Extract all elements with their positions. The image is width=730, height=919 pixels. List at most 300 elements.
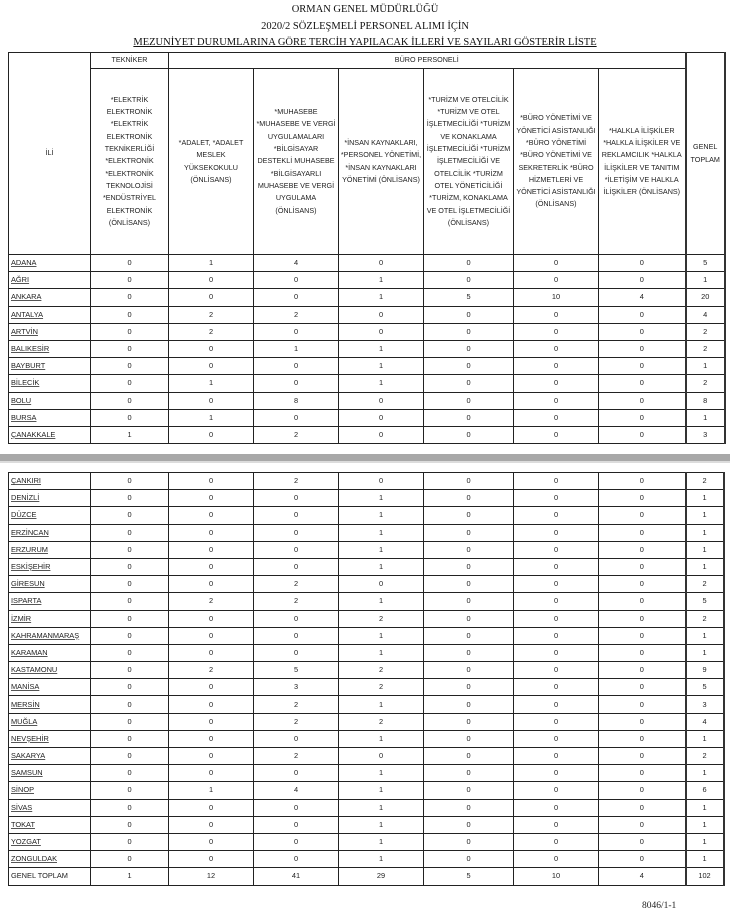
city-name: ÇANKIRI	[9, 473, 91, 490]
city-name: TOKAT	[9, 816, 91, 833]
table-row	[9, 255, 725, 272]
personnel-table-page-2	[8, 472, 725, 886]
count-cell: 1	[339, 782, 424, 799]
row-total-cell: 2	[686, 323, 725, 340]
count-cell: 0	[514, 696, 599, 713]
row-total-cell: 6	[686, 782, 724, 799]
city-name: SAKARYA	[9, 748, 91, 765]
count-cell: 1	[339, 799, 424, 816]
count-cell: 2	[254, 713, 339, 730]
header-city: İLİ	[9, 53, 91, 255]
count-cell: 0	[339, 306, 424, 323]
count-cell: 0	[169, 696, 254, 713]
count-cell: 1	[339, 627, 424, 644]
table-row	[9, 289, 725, 306]
row-total-cell: 3	[686, 696, 724, 713]
row-total-cell: 1	[686, 490, 724, 507]
count-cell: 0	[599, 610, 686, 627]
city-name: KASTAMONU	[9, 662, 91, 679]
count-cell: 5	[254, 662, 339, 679]
count-cell: 0	[254, 541, 339, 558]
title-line-2: 2020/2 SÖZLEŞMELİ PERSONEL ALIMI İÇİN	[261, 20, 469, 32]
count-cell: 0	[424, 375, 514, 392]
count-cell: 0	[424, 409, 514, 426]
table-row	[9, 593, 724, 610]
table-row	[9, 662, 724, 679]
count-cell: 0	[514, 593, 599, 610]
count-cell: 0	[91, 289, 169, 306]
count-cell: 0	[424, 627, 514, 644]
count-cell: 0	[599, 593, 686, 610]
row-total-cell: 2	[686, 748, 724, 765]
city-name: BURSA	[9, 409, 91, 426]
count-cell: 0	[514, 610, 599, 627]
count-cell: 0	[254, 524, 339, 541]
count-cell: 0	[424, 340, 514, 357]
count-cell: 0	[514, 558, 599, 575]
row-total-cell: 3	[686, 426, 725, 443]
count-cell: 0	[91, 627, 169, 644]
count-cell: 1	[339, 851, 424, 868]
count-cell: 0	[254, 833, 339, 850]
page-break-divider	[0, 454, 730, 461]
count-cell: 0	[424, 323, 514, 340]
count-cell: 0	[514, 375, 599, 392]
count-cell: 0	[599, 323, 686, 340]
count-cell: 0	[599, 426, 686, 443]
page-break-shadow	[0, 461, 730, 463]
count-cell: 0	[169, 272, 254, 289]
count-cell: 2	[169, 662, 254, 679]
count-cell: 0	[169, 833, 254, 850]
count-cell: 0	[339, 748, 424, 765]
header-group-buro-personeli: BÜRO PERSONELİ	[169, 53, 686, 69]
city-name: AĞRI	[9, 272, 91, 289]
header-col-insan-kaynaklari: *İNSAN KAYNAKLARI, *PERSONEL YÖNETİMİ, *İNSAN KAYNAKLARI YÖNETİMİ (ÖNLİSANS)	[339, 69, 424, 255]
row-total-cell: 5	[686, 679, 724, 696]
city-name: ÇANAKKALE	[9, 426, 91, 443]
count-cell: 2	[254, 748, 339, 765]
count-cell: 0	[169, 679, 254, 696]
city-name: KARAMAN	[9, 644, 91, 661]
count-cell: 0	[514, 541, 599, 558]
table-row	[9, 610, 724, 627]
city-name: ESKİŞEHİR	[9, 558, 91, 575]
grand-total-row	[9, 868, 724, 885]
count-cell: 1	[254, 340, 339, 357]
count-cell: 0	[514, 627, 599, 644]
count-cell: 0	[514, 730, 599, 747]
title-line-1: ORMAN GENEL MÜDÜRLÜĞÜ	[291, 4, 439, 15]
count-cell: 0	[599, 558, 686, 575]
count-cell: 0	[514, 782, 599, 799]
count-cell: 0	[424, 833, 514, 850]
count-cell: 2	[254, 306, 339, 323]
city-name: ANTALYA	[9, 306, 91, 323]
count-cell: 0	[339, 473, 424, 490]
header-col-adalet: *ADALET, *ADALET MESLEK YÜKSEKOKULU (ÖNLİSANS)	[169, 69, 254, 255]
count-cell: 0	[514, 409, 599, 426]
city-name: MERSİN	[9, 696, 91, 713]
city-name: ADANA	[9, 255, 91, 272]
count-cell: 0	[424, 816, 514, 833]
grand-total-cell: 41	[254, 868, 339, 885]
row-total-cell: 1	[686, 833, 724, 850]
count-cell: 0	[169, 713, 254, 730]
count-cell: 0	[424, 851, 514, 868]
count-cell: 0	[424, 696, 514, 713]
count-cell: 0	[91, 541, 169, 558]
row-total-cell: 2	[686, 576, 724, 593]
count-cell: 0	[514, 816, 599, 833]
count-cell: 4	[599, 289, 686, 306]
count-cell: 0	[599, 679, 686, 696]
count-cell: 0	[514, 358, 599, 375]
table-row	[9, 627, 724, 644]
count-cell: 0	[169, 558, 254, 575]
count-cell: 0	[339, 576, 424, 593]
count-cell: 0	[514, 644, 599, 661]
count-cell: 0	[91, 748, 169, 765]
count-cell: 0	[91, 593, 169, 610]
count-cell: 2	[339, 679, 424, 696]
count-cell: 2	[254, 576, 339, 593]
row-total-cell: 2	[686, 375, 725, 392]
count-cell: 0	[254, 375, 339, 392]
count-cell: 0	[514, 473, 599, 490]
count-cell: 0	[91, 610, 169, 627]
count-cell: 0	[169, 490, 254, 507]
count-cell: 0	[514, 340, 599, 357]
count-cell: 0	[424, 272, 514, 289]
count-cell: 1	[169, 409, 254, 426]
table-row	[9, 409, 725, 426]
count-cell: 0	[514, 748, 599, 765]
count-cell: 0	[91, 644, 169, 661]
table-row	[9, 358, 725, 375]
count-cell: 0	[91, 507, 169, 524]
table-row	[9, 507, 724, 524]
count-cell: 0	[424, 358, 514, 375]
count-cell: 0	[169, 340, 254, 357]
count-cell: 0	[514, 524, 599, 541]
count-cell: 0	[339, 255, 424, 272]
count-cell: 0	[169, 541, 254, 558]
count-cell: 0	[599, 541, 686, 558]
count-cell: 2	[254, 593, 339, 610]
count-cell: 0	[169, 610, 254, 627]
count-cell: 0	[91, 662, 169, 679]
table-row	[9, 644, 724, 661]
count-cell: 0	[91, 833, 169, 850]
row-total-cell: 1	[686, 409, 725, 426]
grand-total-sum: 102	[686, 868, 724, 885]
count-cell: 0	[254, 644, 339, 661]
grand-total-cell: 29	[339, 868, 424, 885]
count-cell: 0	[91, 816, 169, 833]
table-row	[9, 713, 724, 730]
count-cell: 0	[424, 765, 514, 782]
header-col-muhasebe: *MUHASEBE *MUHASEBE VE VERGİ UYGULAMALARI *BİLGİSAYAR DESTEKLİ MUHASEBE *BİLGİSAYARLI MUHASEBE VE VERGİ UYGULAMA (ÖNLİSANS)	[254, 69, 339, 255]
count-cell: 0	[599, 409, 686, 426]
count-cell: 0	[599, 627, 686, 644]
count-cell: 1	[339, 375, 424, 392]
count-cell: 1	[339, 593, 424, 610]
count-cell: 0	[254, 730, 339, 747]
table-row	[9, 323, 725, 340]
count-cell: 0	[599, 833, 686, 850]
count-cell: 5	[424, 289, 514, 306]
count-cell: 0	[254, 289, 339, 306]
count-cell: 0	[91, 323, 169, 340]
count-cell: 0	[424, 490, 514, 507]
city-name: MUĞLA	[9, 713, 91, 730]
count-cell: 0	[254, 627, 339, 644]
count-cell: 2	[254, 696, 339, 713]
count-cell: 0	[599, 392, 686, 409]
count-cell: 0	[169, 799, 254, 816]
count-cell: 0	[254, 765, 339, 782]
table-row	[9, 524, 724, 541]
table-row	[9, 473, 724, 490]
row-total-cell: 1	[686, 627, 724, 644]
count-cell: 0	[424, 782, 514, 799]
count-cell: 1	[339, 730, 424, 747]
city-name: GİRESUN	[9, 576, 91, 593]
row-total-cell: 1	[686, 541, 724, 558]
count-cell: 0	[169, 748, 254, 765]
count-cell: 1	[339, 289, 424, 306]
count-cell: 1	[169, 255, 254, 272]
row-total-cell: 2	[686, 340, 725, 357]
count-cell: 0	[424, 644, 514, 661]
count-cell: 0	[169, 644, 254, 661]
count-cell: 0	[169, 473, 254, 490]
row-total-cell: 1	[686, 799, 724, 816]
row-total-cell: 5	[686, 255, 725, 272]
grand-total-cell: 5	[424, 868, 514, 885]
table-row	[9, 679, 724, 696]
count-cell: 0	[424, 255, 514, 272]
count-cell: 2	[339, 713, 424, 730]
count-cell: 0	[91, 799, 169, 816]
city-name: DENİZLİ	[9, 490, 91, 507]
row-total-cell: 4	[686, 306, 725, 323]
count-cell: 0	[514, 713, 599, 730]
city-name: ANKARA	[9, 289, 91, 306]
count-cell: 0	[599, 524, 686, 541]
table-row	[9, 833, 724, 850]
count-cell: 0	[169, 627, 254, 644]
table-row	[9, 558, 724, 575]
count-cell: 0	[254, 558, 339, 575]
city-name: BAYBURT	[9, 358, 91, 375]
table-row	[9, 748, 724, 765]
count-cell: 0	[424, 392, 514, 409]
count-cell: 0	[599, 730, 686, 747]
count-cell: 0	[424, 576, 514, 593]
count-cell: 3	[254, 679, 339, 696]
count-cell: 0	[254, 816, 339, 833]
count-cell: 0	[424, 426, 514, 443]
count-cell: 0	[91, 679, 169, 696]
count-cell: 0	[254, 272, 339, 289]
count-cell: 0	[514, 323, 599, 340]
count-cell: 0	[514, 490, 599, 507]
count-cell: 0	[91, 782, 169, 799]
count-cell: 0	[169, 816, 254, 833]
table-row	[9, 765, 724, 782]
count-cell: 0	[514, 679, 599, 696]
row-total-cell: 20	[686, 289, 725, 306]
header-col-buro-yonetimi: *BÜRO YÖNETİMİ VE YÖNETİCİ ASİSTANLIĞI *BÜRO YÖNETİMİ *BÜRO YÖNETİMİ VE SEKRETERLİK *BÜRO HİZMETLERİ VE YÖNETİCİ ASİSTANLIĞI (ÖNLİSANS)	[514, 69, 599, 255]
document-footer-code: 8046/1-1	[642, 901, 677, 911]
count-cell: 0	[424, 558, 514, 575]
count-cell: 0	[254, 851, 339, 868]
row-total-cell: 9	[686, 662, 724, 679]
count-cell: 0	[424, 507, 514, 524]
row-total-cell: 4	[686, 713, 724, 730]
count-cell: 0	[514, 255, 599, 272]
count-cell: 8	[254, 392, 339, 409]
city-name: BOLU	[9, 392, 91, 409]
row-total-cell: 8	[686, 392, 725, 409]
count-cell: 0	[599, 662, 686, 679]
count-cell: 1	[339, 644, 424, 661]
count-cell: 0	[91, 409, 169, 426]
count-cell: 0	[599, 713, 686, 730]
row-total-cell: 1	[686, 524, 724, 541]
count-cell: 0	[424, 473, 514, 490]
count-cell: 1	[339, 816, 424, 833]
city-name: MANİSA	[9, 679, 91, 696]
count-cell: 0	[169, 851, 254, 868]
count-cell: 0	[514, 272, 599, 289]
count-cell: 0	[599, 358, 686, 375]
personnel-table-page-1	[8, 52, 726, 444]
count-cell: 0	[339, 409, 424, 426]
title-line-3: MEZUNİYET DURUMLARINA GÖRE TERCİH YAPILACAK İLLERİ VE SAYILARI GÖSTERİR LİSTE	[133, 37, 597, 48]
count-cell: 0	[514, 799, 599, 816]
count-cell: 0	[599, 272, 686, 289]
count-cell: 0	[599, 765, 686, 782]
count-cell: 0	[91, 713, 169, 730]
city-name: SİVAS	[9, 799, 91, 816]
count-cell: 0	[424, 730, 514, 747]
count-cell: 0	[514, 426, 599, 443]
count-cell: 0	[424, 679, 514, 696]
count-cell: 0	[339, 323, 424, 340]
table-row	[9, 426, 725, 443]
count-cell: 0	[91, 358, 169, 375]
count-cell: 0	[91, 255, 169, 272]
count-cell: 2	[339, 610, 424, 627]
count-cell: 0	[91, 340, 169, 357]
table-row	[9, 851, 724, 868]
row-total-cell: 1	[686, 816, 724, 833]
count-cell: 0	[514, 662, 599, 679]
count-cell: 0	[514, 576, 599, 593]
count-cell: 0	[169, 524, 254, 541]
row-total-cell: 1	[686, 558, 724, 575]
count-cell: 4	[254, 255, 339, 272]
city-name: ZONGULDAK	[9, 851, 91, 868]
grand-total-cell: 1	[91, 868, 169, 885]
count-cell: 0	[599, 340, 686, 357]
count-cell: 0	[599, 799, 686, 816]
city-name: ARTVİN	[9, 323, 91, 340]
count-cell: 1	[91, 426, 169, 443]
count-cell: 0	[91, 490, 169, 507]
count-cell: 1	[339, 340, 424, 357]
count-cell: 2	[169, 593, 254, 610]
table-row	[9, 799, 724, 816]
count-cell: 0	[254, 323, 339, 340]
table-row	[9, 816, 724, 833]
count-cell: 0	[91, 696, 169, 713]
count-cell: 0	[424, 748, 514, 765]
count-cell: 10	[514, 289, 599, 306]
grand-total-cell: 4	[599, 868, 686, 885]
header-col-halkla-iliskiler: *HALKLA İLİŞKİLER *HALKLA İLİŞKİLER VE REKLAMCILIK *HALKLA İLİŞKİLER VE TANITIM *İLETİŞİM VE HALKLA İLİŞKİLER (ÖNLİSANS)	[599, 69, 686, 255]
count-cell: 0	[169, 289, 254, 306]
header-genel-toplam: GENEL TOPLAM	[686, 53, 725, 255]
count-cell: 0	[514, 507, 599, 524]
row-total-cell: 2	[686, 610, 724, 627]
count-cell: 0	[599, 696, 686, 713]
grand-total-cell: 12	[169, 868, 254, 885]
count-cell: 0	[514, 833, 599, 850]
count-cell: 0	[91, 392, 169, 409]
count-cell: 2	[339, 662, 424, 679]
table-row	[9, 490, 724, 507]
header-col-turizm: *TURİZM VE OTELCİLİK *TURİZM VE OTEL İŞLETMECİLİĞİ *TURİZM VE KONAKLAMA İŞLETMECİLİĞİ *TURİZM İŞLETMECİLİĞİ VE OTELCİLİK *TURİZM OTEL YÖNETİCİLİĞİ *TURİZM, KONAKLAMA VE OTEL İŞLETMECİLİĞİ (ÖNLİSANS)	[424, 69, 514, 255]
count-cell: 1	[339, 490, 424, 507]
row-total-cell: 5	[686, 593, 724, 610]
count-cell: 1	[339, 507, 424, 524]
count-cell: 0	[599, 644, 686, 661]
count-cell: 0	[599, 748, 686, 765]
row-total-cell: 1	[686, 507, 724, 524]
count-cell: 1	[339, 541, 424, 558]
city-name: BALIKESİR	[9, 340, 91, 357]
count-cell: 0	[254, 490, 339, 507]
count-cell: 4	[254, 782, 339, 799]
count-cell: 0	[91, 576, 169, 593]
row-total-cell: 1	[686, 272, 725, 289]
grand-total-cell: 10	[514, 868, 599, 885]
count-cell: 0	[91, 272, 169, 289]
city-name: SAMSUN	[9, 765, 91, 782]
count-cell: 2	[169, 323, 254, 340]
city-name: ERZURUM	[9, 541, 91, 558]
city-name: DÜZCE	[9, 507, 91, 524]
count-cell: 0	[424, 524, 514, 541]
header-group-tekniker: TEKNİKER	[91, 53, 169, 69]
city-name: İZMİR	[9, 610, 91, 627]
count-cell: 0	[169, 507, 254, 524]
count-cell: 0	[424, 306, 514, 323]
count-cell: 0	[91, 851, 169, 868]
count-cell: 1	[339, 272, 424, 289]
count-cell: 1	[339, 558, 424, 575]
count-cell: 1	[339, 833, 424, 850]
table-row	[9, 340, 725, 357]
count-cell: 1	[169, 782, 254, 799]
count-cell: 2	[254, 473, 339, 490]
count-cell: 0	[599, 782, 686, 799]
table-row	[9, 375, 725, 392]
